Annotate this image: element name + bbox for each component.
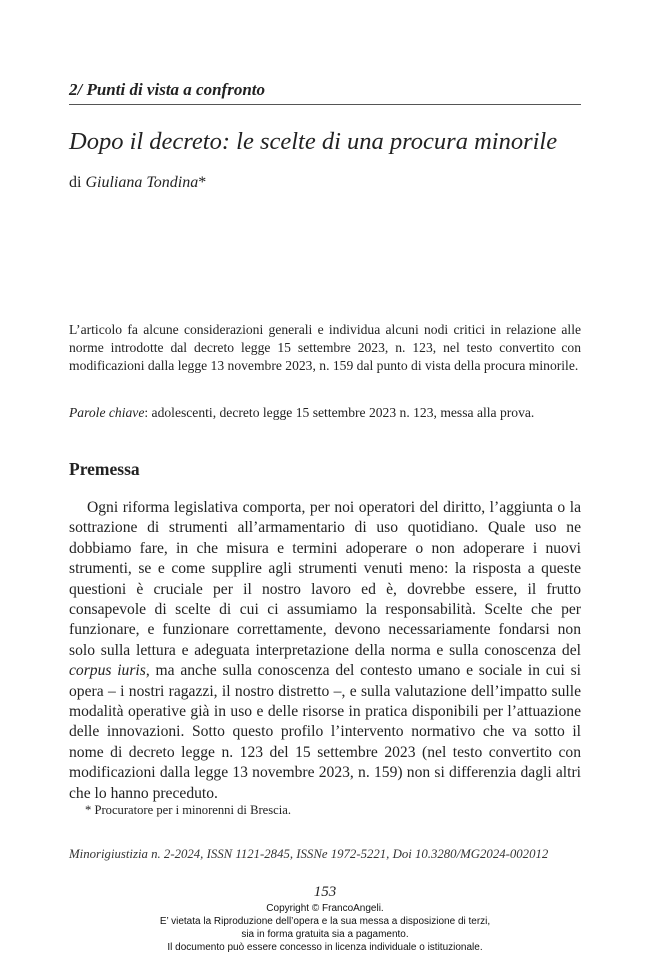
abstract: L’articolo fa alcune considerazioni generali e individua alcuni nodi critici in relazione alle norme introdotte dal decreto legge 15 settembre 2023, n. 123, nel testo convertito con modificazioni dalla legge 13 novembre 2023, n. 159 dal punto di vista della procura minorile.: [69, 322, 581, 373]
keywords: [69, 404, 599, 422]
section-heading: Premessa: [69, 459, 140, 479]
byline-prefix: di: [69, 174, 86, 191]
copyright-notice: [0, 902, 650, 954]
copyright-line: sia in forma gratuita sia a pagamento.: [241, 929, 409, 940]
article-title: Dopo il decreto: le scelte di una procura minorile: [69, 128, 558, 155]
byline: [69, 172, 581, 194]
paragraph-text-2: , ma anche sulla conoscenza del contesto umano e sociale in cui si opera – i nostri ragazzi, il nostro distretto –, e sulla valutazione dell’impatto sulle modalità operative già in uso e delle risorse in pratica disponibili per l’attuazione delle innovazioni. Sotto questo profilo l’intervento normativo che va sotto il nome di decreto legge n. 123 del 15 settembre 2023 (nel testo convertito con modificazioni dalla legge 13 novembre 2023, n. 159) non si differenzia dagli altri che lo hanno preceduto.: [69, 662, 581, 802]
header-divider: [69, 104, 581, 105]
keywords-label: Parole chiave: [69, 405, 145, 420]
copyright-line: E’ vietata la Riproduzione dell’opera e la sua messa a disposizione di terzi,: [159, 916, 491, 927]
section-label: 2/ Punti di vista a confronto: [69, 80, 265, 99]
paragraph-text-1: Ogni riforma legislativa comporta, per noi operatori del diritto, l’aggiunta o la sottrazione di strumenti all’armamentario di uso quotidiano. Quale uso ne dobbiamo fare, in che misura e termini adoperare o non adoperare i nuovi strumenti, se e come supplire agli strumenti venuti meno: la risposta a queste questioni è cruciale per il nostro lavoro ed è, dovrebbe essere, il frutto consapevole di scelte di cui ci assumiamo la responsabilità. Scelte che per funzionare, e funzionare correttamente, devono necessariamente fondarsi non solo sulla lettura e adeguata interpretazione della norma e sulla conoscenza del: [69, 499, 581, 659]
journal-citation: Minorigiustizia n. 2-2024, ISSN 1121-2845, ISSNe 1972-5221, Doi 10.3280/MG2024-002012: [69, 847, 549, 861]
paragraph-italic-term: corpus iuris: [69, 662, 146, 680]
author-name: Giuliana Tondina: [85, 174, 199, 191]
footnote: * Procuratore per i minorenni di Brescia.: [85, 803, 291, 817]
keywords-text: : adolescenti, decreto legge 15 settembre 2023 n. 123, messa alla prova.: [144, 405, 535, 420]
copyright-line: Il documento può essere concesso in licenza individuale o istituzionale.: [167, 942, 483, 953]
footnote-marker: *: [198, 174, 207, 191]
page-number: 153: [313, 884, 337, 900]
copyright-line: Copyright © FrancoAngeli.: [266, 903, 384, 914]
body-paragraph: [69, 498, 581, 804]
